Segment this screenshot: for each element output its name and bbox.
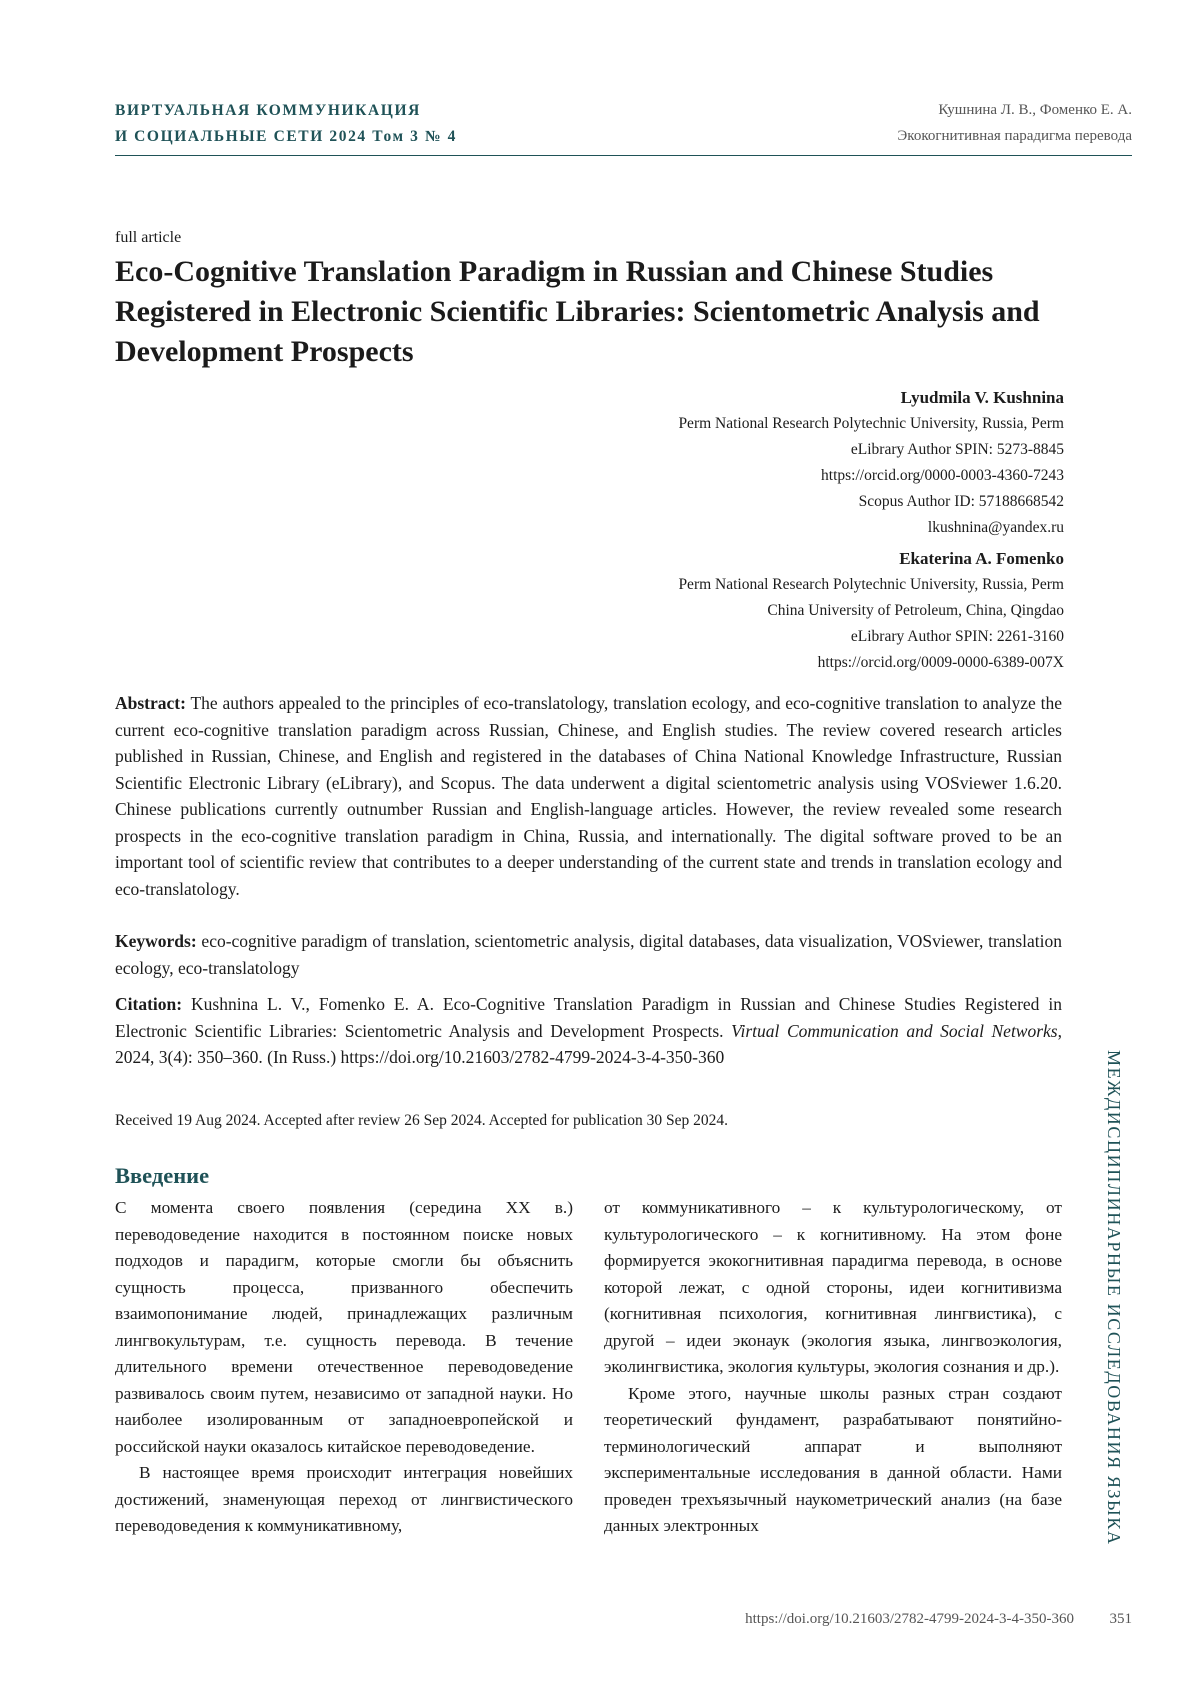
author-block-2 — [678, 545, 1064, 676]
citation-label: Citation: — [115, 994, 183, 1014]
paragraph: С момента своего появления (середина XX в.) переводоведение находится в постоянном поиске новых подходов и парадигм, которые смогли бы объяснить сущность процесса, призванного обеспечить взаимопонимание людей, принадлежащих различным лингвокультурам, т.е. сущность перевода. В течение длительного времени отечественное переводоведение развивалось своим путем, независимо от западной науки. Но наиболее изолированным от западноевропейской и российской науки оказалось китайское переводоведение. — [115, 1198, 573, 1456]
intro-heading: Введение — [115, 1163, 210, 1188]
received-dates: Received 19 Aug 2024. Accepted after review 26 Sep 2024. Accepted for publication 30 Sep 2024. — [115, 1112, 728, 1129]
paragraph: В настоящее время происходит интеграция новейших достижений, знаменующая переход от лингвистического переводоведения к коммуникативному, — [115, 1463, 573, 1535]
author-affiliation: Perm National Research Polytechnic University, Russia, Perm — [678, 576, 1064, 593]
intro-column-right — [604, 1195, 1062, 1540]
keywords-label: Keywords: — [115, 931, 197, 951]
article-title: Eco-Cognitive Translation Paradigm in Russian and Chinese Studies Registered in Electronic Scientific Libraries: Scientometric Analysis and Development Prospects — [115, 255, 1040, 368]
page-number: 351 — [1109, 1611, 1132, 1627]
abstract-text: The authors appealed to the principles of eco-translatology, translation ecology, and eco-cognitive translation to analyze the current eco-cognitive translation paradigm across Russian, Chinese, and English studies. The review covered research articles published in Russian, Chinese, and English and registered in the databases of China National Knowledge Infrastructure, Russian Scientific Electronic Library (eLibrary), and Scopus. The data underwent a digital scientometric analysis using VOSviewer 1.6.20. Chinese publications currently outnumber Russian and English-language articles. However, the review revealed some research prospects in the eco-cognitive translation paradigm in China, Russia, and internationally. The digital software proved to be an important tool of scientific review that contributes to a deeper understanding of the current state and trends in translation ecology and eco-translatology. — [115, 693, 1062, 899]
section-side-label: МЕЖДИСЦИПЛИНАРНЫЕ ИССЛЕДОВАНИЯ ЯЗЫКА — [1104, 1050, 1124, 1546]
author-name: Lyudmila V. Kushnina — [900, 388, 1064, 407]
citation-text: Kushnina L. V., Fomenko E. A. Eco-Cognitive Translation Paradigm in Russian and Chinese Studies Registered in Electronic Scientific Libraries: Scientometric Analysis and Development Prospects. — [115, 994, 1062, 1041]
author-elibrary-spin: eLibrary Author SPIN: 2261-3160 — [850, 628, 1064, 645]
keywords-text: eco-cognitive paradigm of translation, scientometric analysis, digital databases, data visualization, VOSviewer, translation ecology, eco-translatology — [115, 931, 1062, 978]
citation-doi[interactable]: , 2024, 3(4): 350–360. (In Russ.) https://doi.org/10.21603/2782-4799-2024-3-4-350-360 — [115, 1020, 1062, 1067]
author-block-1 — [678, 384, 1064, 541]
abstract-label: Abstract: — [115, 693, 186, 713]
footer-doi-link[interactable]: https://doi.org/10.21603/2782-4799-2024-3-4-350-360 — [745, 1611, 1074, 1627]
author-elibrary-spin: eLibrary Author SPIN: 5273-8845 — [850, 441, 1064, 458]
article-type-label: full article — [115, 229, 182, 246]
author-name: Ekaterina A. Fomenko — [899, 549, 1064, 568]
citation-journal: Virtual Communication and Social Networks — [731, 1020, 1058, 1041]
journal-name-line-1: ВИРТУАЛЬНАЯ КОММУНИКАЦИЯ — [115, 102, 421, 119]
keywords — [115, 928, 1062, 981]
author-scopus-id: Scopus Author ID: 57188668542 — [858, 493, 1064, 510]
header-authors: Кушнина Л. В., Фоменко Е. А. — [938, 102, 1132, 118]
author-email-link[interactable]: lkushnina@yandex.ru — [927, 519, 1064, 536]
intro-column-left — [115, 1195, 573, 1540]
paragraph: от коммуникативного – к культурологическому, от культурологического – к когнитивному. На этом фоне формируется экокогнитивная парадигма перевода, в основе которой лежат, с одной стороны, идеи когнитивизма (когнитивная психология, когнитивная лингвистика), с другой – идеи эконаук (экология языка, лингвоэкология, эколингвистика, экология культуры, экология сознания и др.). — [604, 1198, 1062, 1376]
citation — [115, 991, 1062, 1071]
author-affiliation: Perm National Research Polytechnic University, Russia, Perm — [678, 415, 1064, 432]
author-orcid-link[interactable]: https://orcid.org/0009-0000-6389-007X — [817, 654, 1064, 671]
header-running-title: Экокогнитивная парадигма перевода — [897, 128, 1132, 144]
journal-name-line-2: И СОЦИАЛЬНЫЕ СЕТИ 2024 Том 3 № 4 — [115, 128, 458, 145]
author-orcid-link[interactable]: https://orcid.org/0000-0003-4360-7243 — [821, 467, 1064, 484]
paragraph: Кроме этого, научные школы разных стран создают теоретический фундамент, разрабатывают понятийно-терминологический аппарат и выполняют экспериментальные исследования в данной области. Нами проведен трехъязычный наукометрический анализ (на базе данных электронных — [604, 1383, 1062, 1535]
header-divider — [115, 155, 1132, 156]
author-affiliation-2: China University of Petroleum, China, Qingdao — [767, 602, 1064, 619]
abstract — [115, 690, 1062, 902]
